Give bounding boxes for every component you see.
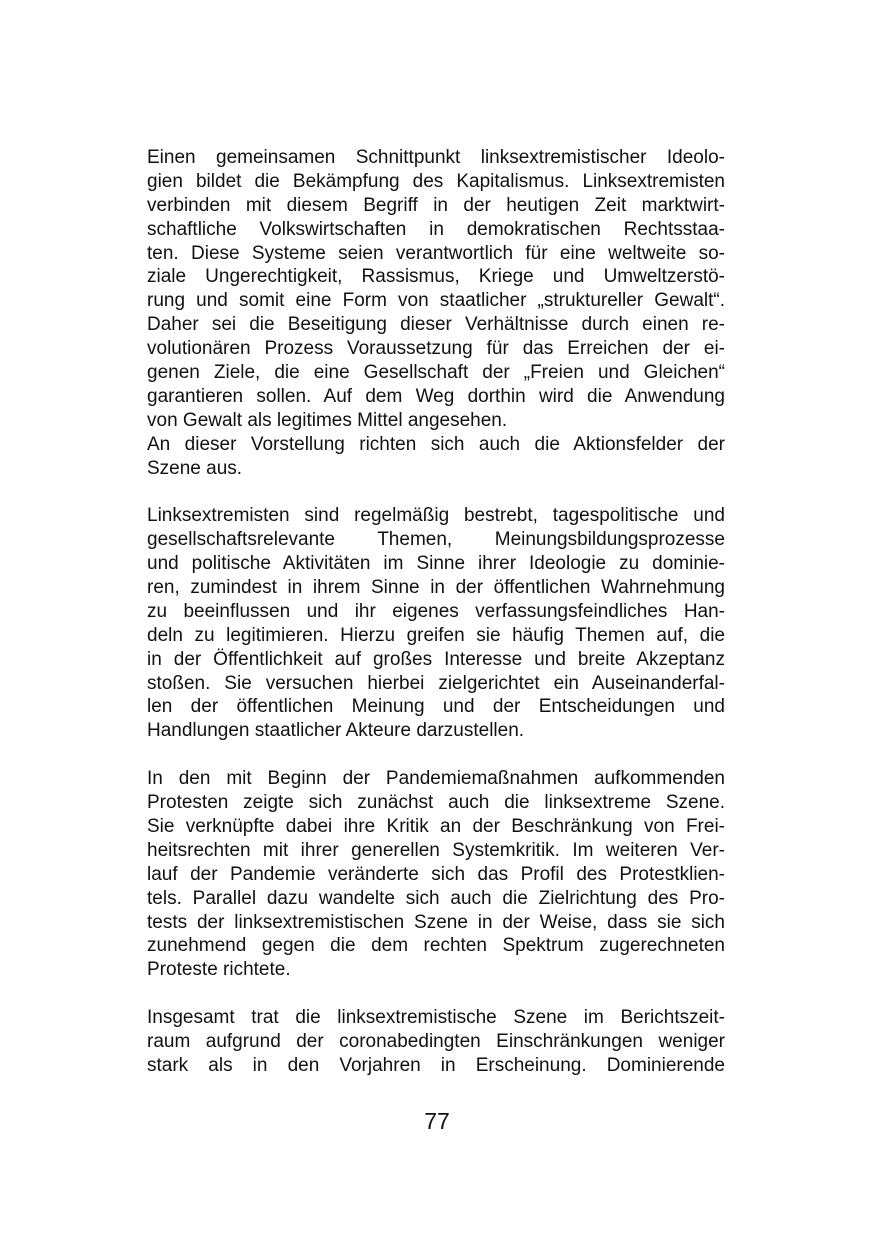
text-line: stoßen. Sie versuchen hierbei zielgerichtet ein Auseinanderfal- (147, 672, 725, 694)
text-line: Szene aus. (147, 457, 243, 479)
text-line: len der öffentlichen Meinung und der Entscheidungen und (147, 696, 725, 718)
paragraph-gap (147, 480, 725, 504)
text-line: garantieren sollen. Auf dem Weg dorthin wird die Anwendung (147, 385, 725, 407)
text-line: zu beeinflussen und ihr eigenes verfassungsfeindliches Han- (147, 600, 725, 622)
paragraph-gap (147, 982, 725, 1006)
text-line: verbinden mit diesem Begriff in der heutigen Zeit marktwirt- (147, 194, 725, 216)
text-line: heitsrechten mit ihrer generellen Systemkritik. Im weiteren Ver- (147, 839, 725, 861)
text-line: tels. Parallel dazu wandelte sich auch die Zielrichtung des Pro- (147, 887, 725, 909)
text-line: Einen gemeinsamen Schnittpunkt linksextremistischer Ideolo- (147, 147, 725, 168)
text-line: lauf der Pandemie veränderte sich das Profil des Protestklien- (147, 863, 725, 885)
paragraph-capitalism (147, 146, 725, 433)
text-line: raum aufgrund der coronabedingten Einschränkungen weniger (147, 1030, 725, 1052)
paragraph-gap (147, 743, 725, 767)
text-line: deln zu legitimieren. Hierzu greifen sie häufig Themen auf, die (147, 624, 725, 646)
text-line: ren, zumindest in ihrem Sinne in der öffentlichen Wahrnehmung (147, 577, 725, 599)
text-line: gesellschaftsrelevante Themen, Meinungsbildungsprozesse (147, 529, 725, 551)
text-line: Handlungen staatlicher Akteure darzustellen. (147, 720, 525, 742)
text-line: Daher sei die Beseitigung dieser Verhältnisse durch einen re- (147, 314, 725, 336)
text-line: genen Ziele, die eine Gesellschaft der „Freien und Gleichen“ (147, 362, 725, 384)
text-line: Sie verknüpfte dabei ihre Kritik an der Beschränkung von Frei- (147, 815, 725, 837)
text-line: zunehmend gegen die dem rechten Spektrum zugerechneten (147, 935, 725, 957)
text-line: Insgesamt trat die linksextremistische Szene im Berichtszeit- (147, 1007, 725, 1029)
text-line: An dieser Vorstellung richten sich auch die Aktionsfelder der (147, 433, 725, 455)
text-line: in der Öffentlichkeit auf großes Interesse und breite Akzeptanz (147, 648, 725, 670)
page-number: 77 (424, 1108, 450, 1134)
text-line: stark als in den Vorjahren in Erscheinung. Dominierende (147, 1054, 725, 1076)
text-line: Linksextremisten sind regelmäßig bestrebt, tagespolitische und (147, 505, 725, 527)
paragraph-pandemic-protests (147, 767, 725, 982)
text-line: tests der linksextremistischen Szene in der Weise, dass sie sich (147, 911, 725, 933)
paragraph-summary (147, 1006, 725, 1078)
body-text (147, 146, 725, 1078)
paragraph-action-fields (147, 433, 725, 481)
paragraph-opinion-forming (147, 504, 725, 743)
text-line: schaftliche Volkswirtschaften in demokratischen Rechtsstaa- (147, 218, 725, 240)
text-line: In den mit Beginn der Pandemiemaßnahmen aufkommenden (147, 768, 725, 790)
text-line: Protesten zeigte sich zunächst auch die linksextreme Szene. (147, 792, 725, 814)
text-line: und politische Aktivitäten im Sinne ihrer Ideologie zu dominie- (147, 553, 725, 575)
text-line: gien bildet die Bekämpfung des Kapitalismus. Linksextremisten (147, 170, 725, 192)
text-line: Proteste richtete. (147, 959, 291, 981)
text-line: ten. Diese Systeme seien verantwortlich für eine weltweite so- (147, 242, 725, 264)
text-line: ziale Ungerechtigkeit, Rassismus, Kriege und Umweltzerstö- (147, 266, 725, 288)
text-line: von Gewalt als legitimes Mittel angesehen. (147, 409, 508, 431)
text-line: rung und somit eine Form von staatlicher „struktureller Gewalt“. (147, 290, 725, 312)
text-line: volutionären Prozess Voraussetzung für das Erreichen der ei- (147, 338, 725, 360)
